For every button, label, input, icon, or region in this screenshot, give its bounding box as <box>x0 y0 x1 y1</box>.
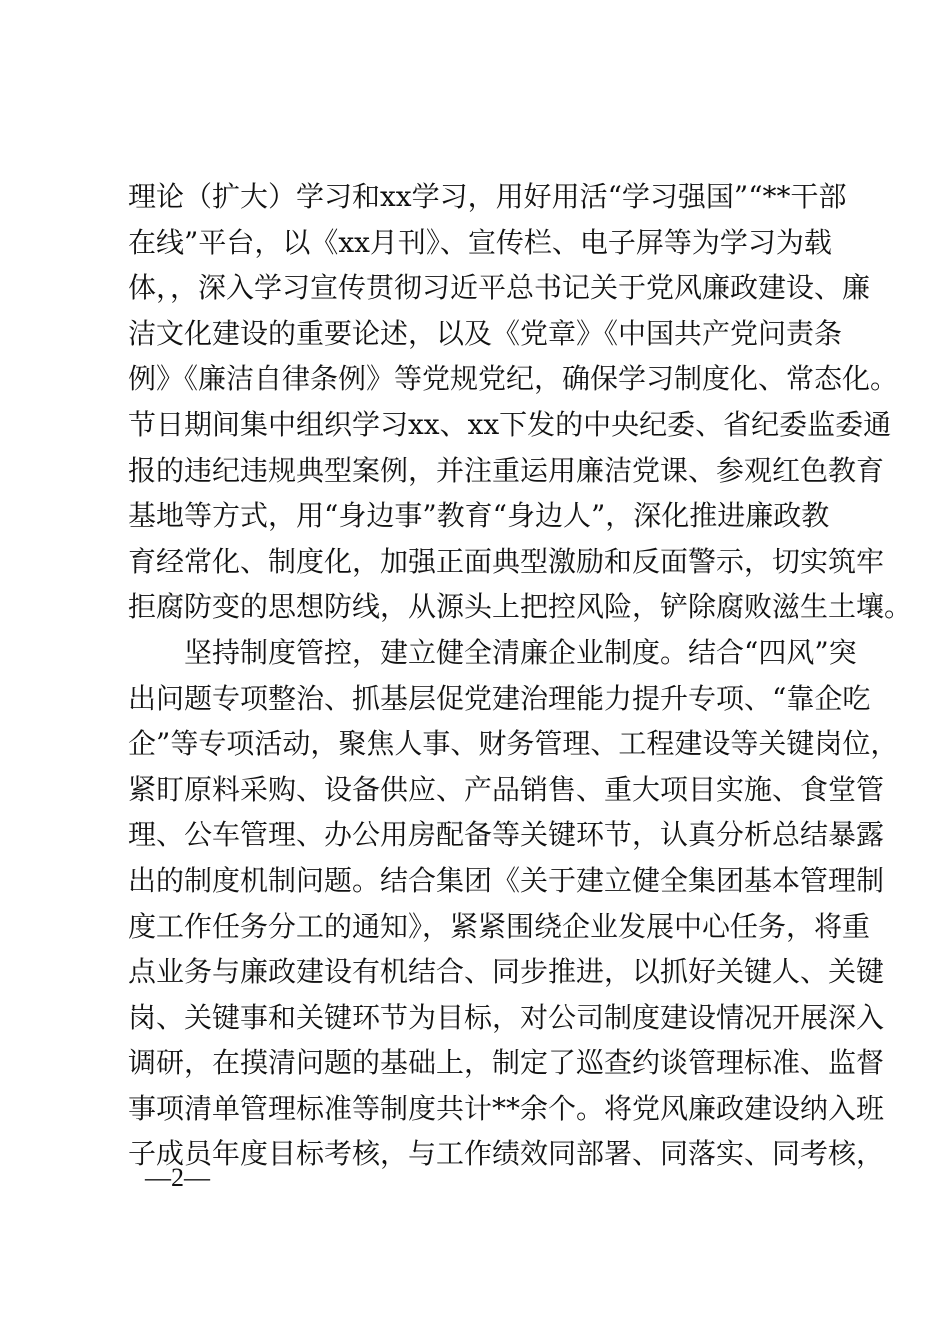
text-line: 调研，在摸清问题的基础上，制定了巡查约谈管理标准、监督 <box>128 1046 885 1080</box>
text-line: 企”等专项活动，聚焦人事、财务管理、工程建设等关键岗位， <box>128 727 899 761</box>
text-line: 洁文化建设的重要论述，以及《党章》《中国共产党问责条 <box>128 316 843 350</box>
document-body <box>128 174 913 1177</box>
text-line: 在线”平台，以《xx月刊》、宣传栏、电子屏等为学习为载 <box>128 225 832 259</box>
text-line: 岗、关键事和关键环节为目标，对公司制度建设情况开展深入 <box>128 1000 885 1034</box>
text-line: 度工作任务分工的通知》，紧紧围绕企业发展中心任务，将重 <box>128 909 871 943</box>
text-line: 理论（扩大）学习和xx学习，用好用活“学习强国”“**干部 <box>128 180 847 213</box>
text-line: 事项清单管理标准等制度共计**余个。将党风廉政建设纳入班 <box>128 1091 885 1125</box>
text-line: 基地等方式，用“身边事”教育“身边人”，深化推进廉政教 <box>128 499 830 533</box>
text-line: 出问题专项整治、抓基层促党建治理能力提升专项、“靠企吃 <box>128 681 871 715</box>
text-line: 拒腐防变的思想防线，从源头上把控风险，铲除腐败滋生土壤。 <box>128 590 913 624</box>
text-line: 报的违纪违规典型案例，并注重运用廉洁党课、参观红色教育 <box>128 453 885 487</box>
text-line: 育经常化、制度化，加强正面典型激励和反面警示，切实筑牢 <box>128 544 885 578</box>
text-line: 紧盯原料采购、设备供应、产品销售、重大项目实施、食堂管 <box>128 772 885 806</box>
page-number: —2— <box>145 1163 210 1192</box>
paragraph-start-line: 坚持制度管控，建立健全清廉企业制度。结合“四风”突 <box>128 635 857 669</box>
text-line: 出的制度机制问题。结合集团《关于建立健全集团基本管理制 <box>128 863 885 897</box>
text-line: 体，，深入学习宣传贯彻习近平总书记关于党风廉政建设、廉 <box>128 271 871 305</box>
text-line: 理、公车管理、办公用房配备等关键环节，认真分析总结暴露 <box>128 818 885 852</box>
text-line: 子成员年度目标考核，与工作绩效同部署、同落实、同考核， <box>128 1137 885 1171</box>
text-line: 节日期间集中组织学习xx、xx下发的中央纪委、省纪委监委通 <box>128 407 892 441</box>
text-line: 点业务与廉政建设有机结合、同步推进，以抓好关键人、关键 <box>128 955 885 989</box>
text-line: 例》《廉洁自律条例》等党规党纪，确保学习制度化、常态化。 <box>128 362 899 396</box>
